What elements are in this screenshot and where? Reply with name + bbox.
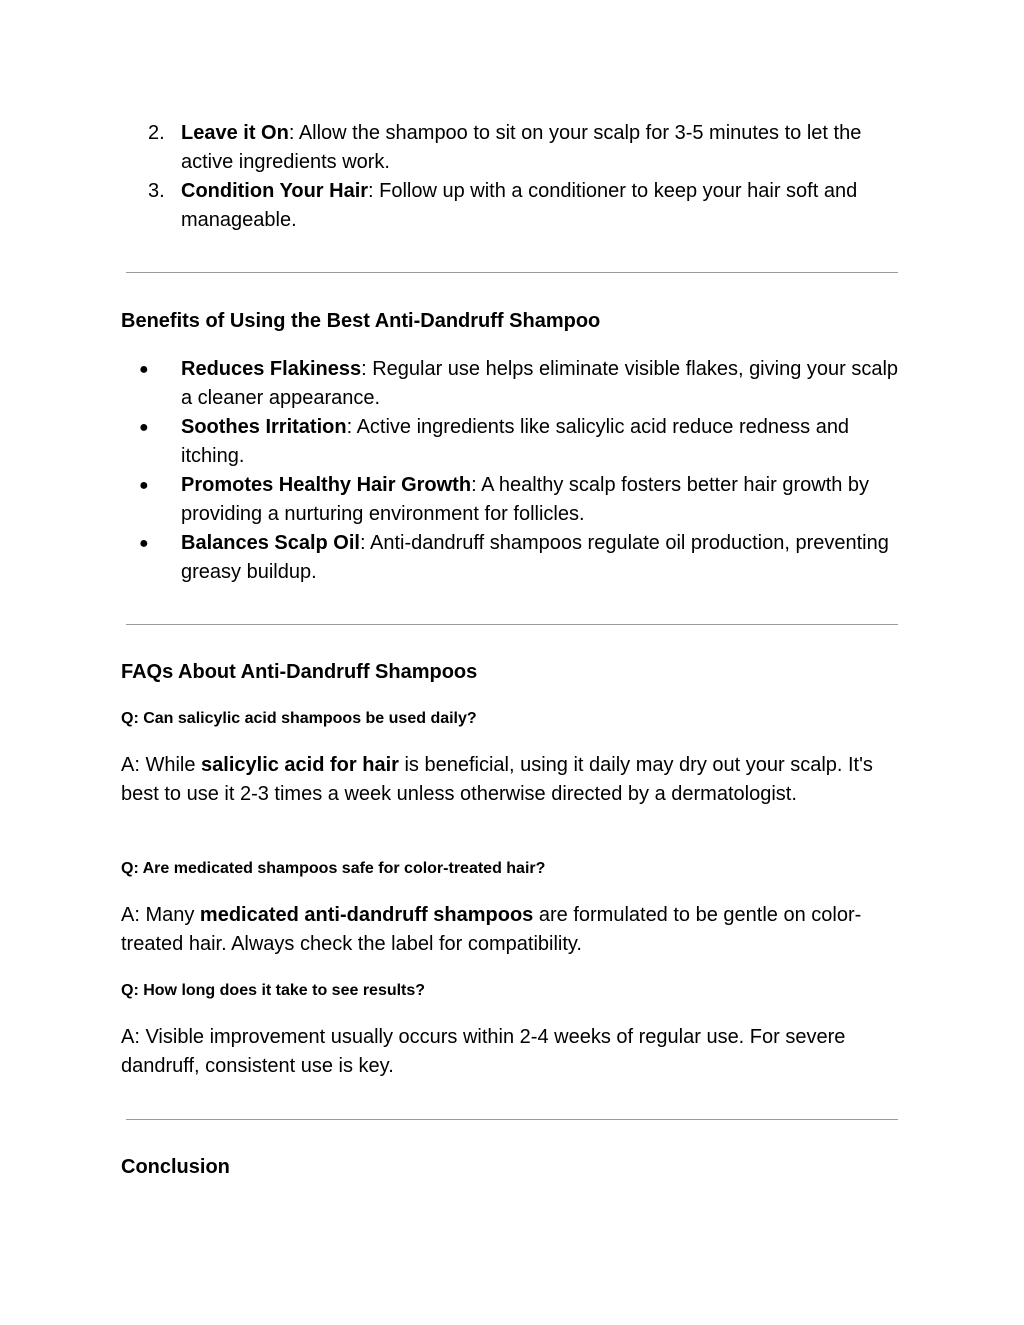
answer-text: are formulated to be gentle on color-treated hair. Always check the label for compatibility. <box>121 904 862 955</box>
answer-text: A: Visible improvement usually occurs within 2-4 weeks of regular use. For severe dandruff, consistent use is key. <box>121 1026 846 1077</box>
list-item <box>0 413 1024 471</box>
list-number: 3. <box>148 180 165 202</box>
conclusion-heading: Conclusion <box>121 1156 230 1178</box>
list-item <box>0 529 1024 587</box>
faq-question: Q: Are medicated shampoos safe for color-treated hair? <box>121 860 546 877</box>
list-item <box>0 471 1024 529</box>
benefit-title: Promotes Healthy Hair Growth <box>181 474 472 496</box>
bullet-icon: ● <box>139 477 149 494</box>
answer-keyword: salicylic acid for hair <box>201 754 399 776</box>
benefits-heading: Benefits of Using the Best Anti-Dandruff Shampoo <box>121 310 601 332</box>
benefit-title: Reduces Flakiness <box>181 358 362 380</box>
answer-keyword: medicated anti-dandruff shampoos <box>199 904 534 926</box>
steps-list <box>0 119 1024 235</box>
bullet-icon: ● <box>139 535 149 552</box>
bullet-icon: ● <box>139 419 149 436</box>
benefit-text: : Active ingredients like salicylic acid reduce redness and itching. <box>181 416 850 467</box>
horizontal-divider <box>126 1119 898 1120</box>
bullet-icon: ● <box>139 361 149 378</box>
faq-question: Q: Can salicylic acid shampoos be used daily? <box>121 710 477 727</box>
answer-text: A: While <box>121 754 202 776</box>
list-item <box>0 119 1024 177</box>
list-item <box>0 355 1024 413</box>
faq-answer <box>121 901 881 959</box>
list-number: 2. <box>148 122 165 144</box>
step-title: Leave it On <box>181 122 289 144</box>
faq-answer <box>121 751 881 809</box>
step-title: Condition Your Hair <box>181 180 369 202</box>
faqs-heading: FAQs About Anti-Dandruff Shampoos <box>121 661 478 683</box>
list-item <box>0 177 1024 235</box>
benefit-text: : Anti-dandruff shampoos regulate oil production, preventing greasy buildup. <box>181 532 889 583</box>
benefit-text: : Regular use helps eliminate visible flakes, giving your scalp a cleaner appearance. <box>181 358 899 409</box>
step-text: : Allow the shampoo to sit on your scalp for 3-5 minutes to let the active ingredients work. <box>181 122 862 173</box>
benefit-text: : A healthy scalp fosters better hair growth by providing a nurturing environment for follicles. <box>181 474 870 525</box>
benefit-title: Soothes Irritation <box>181 416 347 438</box>
answer-text: is beneficial, using it daily may dry out your scalp. It's best to use it 2-3 times a week unless otherwise directed by a dermatologist. <box>121 754 873 805</box>
horizontal-divider <box>126 624 898 625</box>
horizontal-divider <box>126 272 898 273</box>
benefits-list <box>0 355 1024 587</box>
step-text: : Follow up with a conditioner to keep your hair soft and manageable. <box>181 180 858 231</box>
benefit-title: Balances Scalp Oil <box>181 532 360 554</box>
faq-question: Q: How long does it take to see results? <box>121 982 426 999</box>
answer-text: A: Many <box>121 904 200 926</box>
faq-answer <box>121 1023 881 1081</box>
